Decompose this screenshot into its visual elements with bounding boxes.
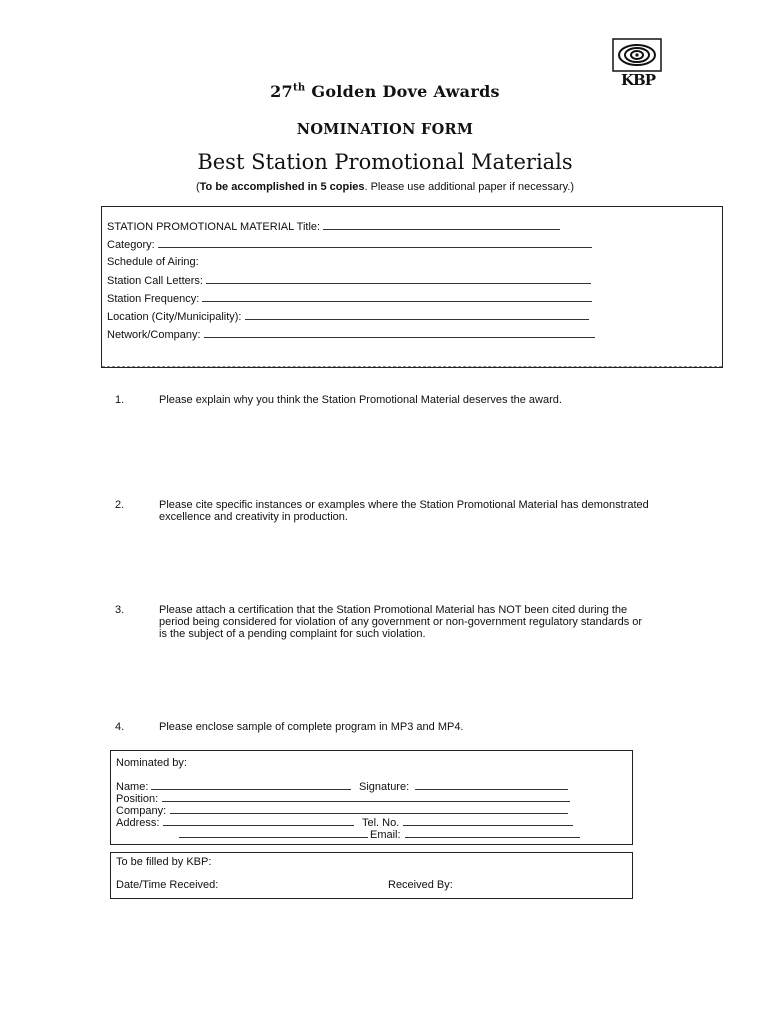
position-label: Position: [116,793,159,805]
email-blank [405,828,580,838]
signature-label: Signature: [359,781,410,793]
note-rest: . Please use additional paper if necessary.) [364,181,575,193]
question-3-text: Please attach a certification that the Station Promotional Material has NOT been cited during the period being considered for violation of any government or non-government regulatory standards or is the subject of a pending complaint for such violation. [159,604,643,640]
call-letters-label: Station Call Letters: [107,275,207,287]
category-blank [158,238,592,248]
question-4-number: 4. [115,721,125,733]
position-blank [162,792,570,802]
form-title: NOMINATION FORM [296,121,474,138]
box-divider [102,366,722,367]
schedule-label: Schedule of Airing: [107,256,199,268]
address-blank [163,816,354,826]
note-open: ( [195,181,200,193]
network-blank [204,328,595,338]
frequency-label: Station Frequency: [107,293,203,305]
award-ordinal-suffix: th [292,82,306,94]
call-letters-blank [206,274,591,284]
email-label: Email: [370,829,401,841]
question-2-number: 2. [115,499,125,511]
award-name: Golden Dove Awards [305,82,500,101]
note-bold: To be accomplished in 5 copies [199,181,365,193]
name-blank [151,780,351,790]
tel-blank [403,816,573,826]
location-field[interactable] [107,310,589,323]
address-label: Address: [116,817,160,829]
address-blank-2 [179,828,368,838]
frequency-blank [202,292,592,302]
date-time-received[interactable]: Date/Time Received: [116,879,219,891]
title-label: STATION PROMOTIONAL MATERIAL Title: [107,221,324,233]
location-label: Location (City/Municipality): [107,311,245,323]
award-title [0,82,770,101]
question-1-text: Please explain why you think the Station Promotional Material deserves the award. [159,394,562,406]
category-field[interactable] [107,238,592,251]
company-blank [170,804,568,814]
tel-label: Tel. No. [362,817,400,829]
category-label: Category: [107,239,158,251]
call-letters-field[interactable] [107,274,591,287]
question-1-number: 1. [115,394,125,406]
network-label: Network/Company: [107,329,204,341]
copies-note [0,181,770,193]
question-3-number: 3. [115,604,125,616]
logo-text: KBP [621,71,655,89]
received-by[interactable]: Received By: [388,879,453,891]
email-field[interactable] [370,828,580,841]
kbp-heading: To be filled by KBP: [116,856,212,868]
schedule-field[interactable] [107,256,199,268]
category-title: Best Station Promotional Materials [197,150,573,174]
award-ordinal: 27 [270,82,293,101]
frequency-field[interactable] [107,292,592,305]
title-field[interactable] [107,220,560,233]
location-blank [245,310,589,320]
network-field[interactable] [107,328,595,341]
address-line-2[interactable] [179,828,368,841]
kbp-use-box [110,852,633,899]
nominated-heading: Nominated by: [116,757,187,769]
name-label: Name: [116,781,149,793]
question-4-text: Please enclose sample of complete program in MP3 and MP4. [159,721,464,733]
signature-blank [415,780,568,790]
title-blank [323,220,560,230]
company-label: Company: [116,805,167,817]
station-details-box [101,206,723,368]
question-2-text: Please cite specific instances or examples where the Station Promotional Material has demonstrated excellence and creativity in production. [159,499,649,523]
nominated-by-box [110,750,633,845]
